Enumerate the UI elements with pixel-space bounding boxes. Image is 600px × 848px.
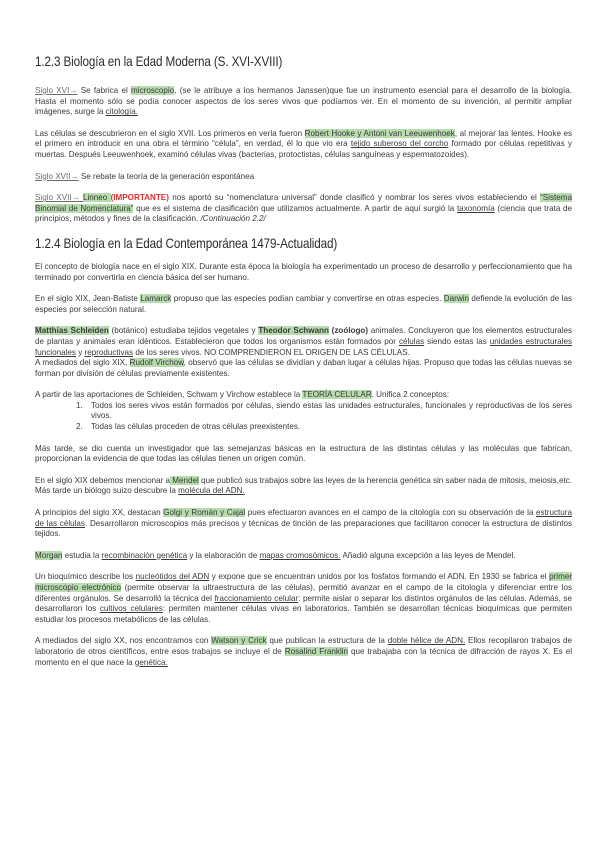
paragraph-spontaneous-generation: Siglo XVII→ Se rebate la teoría de la generación espontánea (35, 171, 255, 181)
section-title-contemporary-age: 1.2.4 Biología en la Edad Contemporánea 1479-Actualidad) (35, 235, 338, 251)
paragraph-dna-microscope: Un bioquímico describe los nucleótidos del ADN y expone que se encuentran unidos por los fosfatos formando el ADN. En 1930 se fabrica el primer microscopio electrónico (permite observar la ultraestructura de las células), permitió avanzar en el campo de la citología y diferenciar entre los diferentes orgánulos. Se desarrolló la técnica del fraccionamiento celular: permite aislar o separar los distintos orgánulos de las células. Además, se desarrollaron los cultivos celulares: permiten mantener células vivas en laboratorios. También se desarrollan técnicas bioquímicas que permiten estudiar los procesos metabólicos de las células. (35, 572, 573, 624)
paragraph-common-origin: Más tarde, se dio cuenta un investigador que las semejanzas básicas en la estructura de las distintas células y las moléculas que fabrican, proporcionan la evidencia de que todas las células tienen un origen común. (35, 443, 572, 464)
list-item: 1. Todos los seres vivos están formados por células, siendo estas las unidades estructurales, funcionales y reproductivas de los seres vivos. (85, 401, 572, 422)
section-title-modern-age: 1.2.3 Biología en la Edad Moderna (S. XVI-XVIII) (35, 54, 283, 69)
paragraph-golgi-cajal: A principios del siglo XX, destacan Golgi y Román y Cajal pues efectuaron avances en el campo de la citología con su observación de la estructura de las células. Desarrollaron microscopios más precisos y técnicas de tinción de las preparaciones que facilitaron conocer la estructura de distintos tejidos. (35, 508, 572, 539)
paragraph-mendel: En el siglo XIX debemos mencionar a Mendel que publicó sus trabajos sobre las leyes de la herencia genética sin saber nada de mitosis, meiosis,etc. Más tarde un biólogo suizo descubre la molécula del ADN. (35, 475, 573, 496)
paragraph-16th-century: Siglo XVI→ Se fabrica el microscopio, (se le atribuye a los hermanos Janssen)que fue un instrumento esencial para el desarrollo de la biología. Hasta el momento sólo se podía conocer aspectos de los seres vivos que podíamos ver. En el momento de su invención, al permitir ampliar imágenes, surge la citología. (35, 86, 572, 117)
paragraph-watson-crick: A mediados del siglo XX, nos encontramos con Watson y Crick que publican la estructura de la doble hélice de ADN. Ellos recopilaron trabajos de laboratorio de otros científicos, entre esos trabajos se incluye el de Rosalind Franklin que trabajaba con la técnica de difracción de rayos X. Es el momento en el que nace la genética. (35, 636, 573, 667)
paragraph-schleiden-schwann: Matthias Schleiden (botánico) estudiaba tejidos vegetales y Theodor Schwann (zoólogo) animales. Concluyeron que los elementos estructurales de plantas y animales eran idénticos. Establecieron que todos los organismos están formados por células siendo estas las unidades estructurales funcionales y reproductivas de los seres vivos. NO COMPRENDIERON EL ORIGEN DE LAS CÉLULAS. (35, 326, 573, 357)
paragraph-morgan: Morgan estudia la recombinación genética y la elaboración de mapas cromosómicos. Añadió alguna excepción a las leyes de Mendel. (35, 550, 516, 560)
paragraph-virchow: A mediados del siglo XIX, Rudolf Virchow, observó que las células se dividían y daban lugar a células hijas. Propuso que todas las células nuevas se forman por división de células previamente existentes. (35, 358, 573, 378)
paragraph-cells-discovery: Las células se descubrieron en el siglo XVII. Los primeros en verla fueron Robert Hooke y Antoni van Leeuwenhoek, al mejorar las lentes. Hooke es el primero en introducir en una obra el término “célula”, en verdad, él lo que vio era tejido suberoso del corcho formado por células repetitivas y muertas. Después Leeuwenhoek, examinó células vivas (bacterias, protoctistas, células sanguíneas y espermatozoides). (35, 128, 572, 159)
paragraph-linneo: Siglo XVII→ Linneo (IMPORTANTE) nos aportó su “nomenclatura universal” donde clasificó y nombrar los seres vivos estableciendo el “Sistema Binomial de Nomenclatura” que es el sistema de clasificación que utilizamos actualmente. A partir de aquí surgió la taxonomía (ciencia que trata de principios, métodos y fines de la clasificación. /Continuación 2.2/ (35, 193, 573, 224)
paragraph-cell-theory: A partir de las aportaciones de Schleiden, Schwam y Virchow establece la TEORÍA CELULAR. Unifica 2 conceptos: (35, 390, 450, 400)
cell-theory-list (35, 401, 572, 433)
paragraph-lamarck-darwin: En el siglo XIX, Jean-Batiste Lamarck propuso que las especies podían cambiar y convertirse en otras especies. Darwin defiende la evolución de las especies por selección natural. (35, 294, 573, 314)
list-item: 2. Todas las células proceden de otras células preexistentes. (85, 422, 572, 433)
paragraph-biology-concept: El concepto de biología nace en el siglo XIX. Durante esta época la biología ha experimentado un proceso de desarrollo y perfeccionamiento que ha terminado por convertirla en ciencia básica del ser humano. (35, 261, 572, 282)
